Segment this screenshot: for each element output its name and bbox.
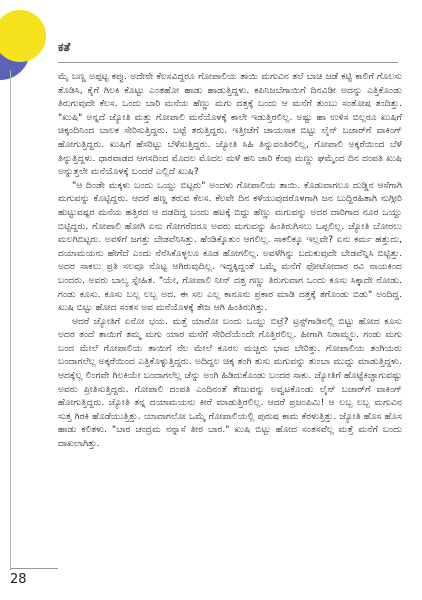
margin-divider xyxy=(10,70,11,570)
story-body xyxy=(58,70,402,451)
paragraph: ಮೈ ಬಣ್ಣ ಅಪ್ಪಟ್ಟ ಕಪ್ಪು. ಅದೇನೇ ಕೆಲಸವಿದ್ದರೂ ಗೋಪಾಲಿಯ ತಾಯಿ ಮಗುವಿನ ತಲೆ ಬಾಚಿ ಜಡೆ ಕಟ್ಟಿ ಕಾಲಿಗೆ ಗೊಲಸು ತೊಡಿಸಿ, ಕೈಗೆ ಗಿಲಕಿ ಕೊಟ್ಟು ಎಂತಹೋ ಹಾಡು ಹಾಡುತ್ತಿದ್ದಳು. ಕಪಿನಿಜಬೆಗಾಯಿಗೆ ದಿನವಿಡೀ ಅದನ್ನು ಎತ್ತಿಕೊಂಡು ತಿರುಗುವುದೇ ಕೆಲಸ. ಒಂದು ಬಾರಿ ಮನೆಯ ಹೆಣ್ಣು ಮಗು ದತ್ತಕ್ಕೆ ಬಂದು ಆ ಮನೆಗೆ ತುಂಬು ಸಂತೋಷ ತಂದಿತ್ತು. "ಖುಷಿ" ಅನ್ನದೆ ಜ್ಯೋತಿ ಮತ್ತು ಗೋಪಾಲಿ ಮನೆಯೊಳಕ್ಕೆ ಕಾಲೇ ಇಡುತ್ತಿರಲಿಲ್ಲ. ಅಷ್ಟು ಹಾ ಉಳಿಸ ಬಿಲ್ಲರೂ ಖುಷಿಗೆ ಚಿಕ್ಕಂದಿನಿಂದ ಬಾಲಕ ಸೇರಿಸುತ್ತಿದ್ದರು. ಬಟ್ಟೆ ತರುತ್ತಿದ್ದರು. ಇತ್ತೀಚೆಗೆ ಚಾಯಸಾಕ ಬಿಟ್ಟು ಲೈನ್ ಬಜಾರ್‌ಗೆ ವಾಕಿಂಗ್ ಹೋಗುತ್ತಿದ್ದರು. ಖುಷಿಗೆ ಹೆಸರಿಟ್ಟು ಬೆಳೆಸುತ್ತಿದ್ದರು. ಜ್ಯೋತಿ ಸಿಹಿ ತಿನ್ನುವಂತಿರಲಿಲ್ಲ, ಗೋಪಾಲಿ ಅಕ್ಕರೆಯಿಂದ ಬೆಳೆ ತಿನ್ನುತ್ತಿದ್ದಳು. ಧಾರವಾಡದ ಆಗಸದಿಂದ ಮೊದಲ ಮೊದಲ ಮಳೆ ಹನಿ ಜಾರಿ ಕೆಂಪು ಮಣ್ಣು ಘಮ್ಮೆಂದ ದಿನ ದಂಪತಿ ಖುಷಿ ಅನ್ನುತ್ತಲೇ ಮನೆಯೊಳಕ್ಕೆ ಬಂದರೆ ಎಲ್ಲಿದೆ ಖುಷಿ? xyxy=(58,71,402,178)
footer-divider xyxy=(10,568,58,569)
paragraph: "ಆ ದಿಂಡೇ ಮಕ್ಕಳು ಬಂದು ಒಯ್ದು ಬಿಟ್ಟರು" ಅಂದಳು ಗೋಪಾಲಿಯ ತಾಯಿ. ಕೊಡುವಾಗಲೂ ದುಡ್ಡಿನ ಆಸೆಗಾಗಿ ಮಗುವನ್ನು ಕೊಟ್ಟಿದ್ದರು. ಆದರೆ ಹಣ್ಣ ತರುವ ಕೆಲಸ. ಕೆಲವೇ ದಿನ ಕಳೆಯುವುದರೊಳಗಾಗಿ ಜನ ಬುದ್ದಿರಹಿತಾಗಿ ನುಗ್ಗೀರಿ ಹುಟ್ಟುವಷ್ಟರ ಮನೆಯ ಹತ್ತಿರದ ಆ ದಡದಿದ್ದ ಬಂದು ಹಟಕ್ಕೆ ಬಿದ್ದು ಹೆಣ್ಣು ಮಗುವನ್ನು ಅದರ ದಾರಿಗಾದ ನೂರ ಒಯ್ದು ಬಿಟ್ಟಿದ್ದರು. ಗೋಪಾಲಿ ಹೋಗಿ ಏನು ಗೋಗರೆದರೂ ಅವರು ಮಗುವನ್ನು ಹಿಂತಿರುಗಿಸಲು ಒಪ್ಪಲಿಲ್ಲ. ಜ್ಯೋತಿ ಬೋರಲು ಮಲಗಿಬಿಟ್ಟರು. ಅವಳಿಗೆ ಜಗತ್ತು ಬೇಡವೆನಿಸಿತ್ತು. ಹೆಂಡಿಕ್ಕೊತುಂ ಆಗಲಿಲ್ಲ. ಸಾಕಲಿಕ್ಕೂ ಇಲ್ಲವೇ? ಏನು ಕರ್ಮ ಹತ್ತುದು, ದಯಾಮಯನು ಹೇಗೆದೆ ಎಂದು ನೆನೆಸಿಕೊಳ್ಳಲೂ ಕೂಡ ಹೋಗಲಿಲ್ಲ. ಅವಳೆಗಿನ್ನು ಬದುಕುವುದೇ ಬೇಡವೆನ್ನಿಸಿ ಬಿಟ್ಟಿತ್ತು. ಅದರ ಸಾಕಲು ಪ್ರತಿ ಸಲವೂ ನೊಟ್ಟ ಆಗಿರುವುದಿಲ್ಲ. ಇದ್ದಕ್ಕಿದ್ದಂತೆ ಒಮ್ಮೆ ಮನೆಗೆ ಫೋಟೋದಾರ ರವಿ ನಾಯಕಿಂದ ಬಂದರು. ಅವರು ಬಾಲ್ಯ ಸ್ನೇಹಿತ. "ಯೇ, ಗೋಪಾಲಿ ನೀನ್ ದತ್ತ ಗಣ್ಣು ತಿರುಗುವಾಗ ಒಂದು ಕೂಸು ಸಿಕ್ಕಾದೇ ನೋಡು. ಗಂಡು ಕೂಸು. ಕೂಸು ಬಲ್ಲ ಲಬ್ಬ ಅದ. ಈ ಸಲ ಎಲ್ಲ ಕಾನೂನು ಪ್ರಕಾರ ಮಾಡಿ ದತ್ತಕ್ಕೆ ತಗೊಂಡು ಬಿಡು" ಅಂದಿದ್ದ. ಖುಷಿ ಬಿಟ್ಟು ಹೋದ ಸಂತಸ ಅವ ಮನೆಯೊಳಕ್ಕೆ ತೇಜ ಆಗಿ ಹಿಂತಿರುಗಿತ್ತು. xyxy=(58,179,402,314)
page-number: 28 xyxy=(10,572,27,587)
header-divider xyxy=(58,62,398,63)
decorative-yellow-circle xyxy=(0,10,46,62)
paragraph: ಆದರೆ ಜ್ಯೋತಿಗೆ ಏನೋ ಭಯ. ಮತ್ತೆ ಯಾರೋ ಬಂದು ಒಯ್ದು ಬಿಟ್ರೆ? ಟ್ರಸ್ಟ್‌ಗಾಡಿನಲ್ಲಿ ಬಿಟ್ಟು ಹೋದ ಕೂಸು ಅದರ ತಂದೆ ತಾಯಿಗೆ ತಮ್ಮ ಮಗು ಯಾರ ಮನೆಗೆ ಸೇರಿದೆಯೆಂದೇ ಗೊತ್ತಿರಲಿಲ್ಲ. ಹೀಗಾಗಿ ನಿರಾಮ್ಲ್ವಲ. ಗಂಡು ಮಗು ಬಂದ ಮೇಲೆ ಗೋಪಾಲಿಯ ತಾಯಿಗೆ ನೆಲ ಮೇಲೆ ಕೂರಲ ಮಚ್ಚಿರು ಭಾವ ಬೇರಿತ್ತು. ಗೋಪಾಲಿಯ ತಂಗಿಯರು ಬಂದಾಗಲೆಲ್ಲ ಅಕ್ಕರೆಯಿಂದ ಎತ್ತಿಕೊಳ್ಳುತ್ತಿದ್ದರು. ಅದಿದ್ದಲ ಚಿಕ್ಕ ತಂಗಿ ತುಸು ಮಗುವನ್ನು ತುಂಬಾ ಮುದ್ದು ಮಾಡುತ್ತಿದ್ದಳು. ಆದಕ್ಕೆಲ್ಲ ಲಿಂಗವೇ ಗಿಲಕಿಯೇ ಬಂದಾಗಲೆಲ್ಲ ಚೆನ್ನು ಅಂಗಿ ಹಿಡಿದುಕೊಂಡು ಬಂದರ ಸಾಕು. ಜ್ಯೋತಿಗೆ ಹೊಟ್ಟೆಕಿಚ್ಚಾಗುವಷ್ಟು ಅವರು ಪ್ರೀತಿಸುತ್ತಿದ್ದರು. ಗೋಪಾಲಿ ದಂಪತಿ ಎಂದಿನಂತೆ ತೇಜುವನ್ನು ಅವ್ವಟಕೊಂಡು ಲೈನ್ ಬಜಾರ್‌ಗೆ ವಾಕಿಂಗ್ ಹೋಗುತ್ತಿದ್ದರು. ಜ್ಯೋತಿ ತನ್ನ ದಯಾಮಯನು ಕೀರೆ ಮಾಡುತ್ತಿರಲಿಲ್ಲ. ಆದರೆ ಪ್ರಜಂಪಿಮಿ! ಆ ಲಬ್ಬ ಲಬ್ಬ ಮಗುವಿನ ಸುತ್ತ ಗಿರಕಿ ಹೊಡೆಯುತ್ತಿತ್ತು. ಯಾವಾಗಲೋ ಒಮ್ಮೆ ಗೋಪಾಲಿಯಲ್ಲಿ ಪುರುಷ ಕಾಮ ಕೆರಳುತ್ತಿತ್ತು. ಜ್ಯೋತಿ ಹೊಸ ಹೊಸ ಹಾಡು ಕಲಿತಳು. "ಬಾರ ಚಂದ್ರಮ ನನ್ನಾಸೆ ತೀರ ಬಾರ." ಖುಷಿ ಬಿಟ್ಟು ಹೋದ ಸಂತಸವೆಲ್ಲ ಮತ್ತೆ ಮನೆಗೆ ಬಂದು ದಾಖಲಾಗಿತ್ತು. xyxy=(58,315,402,450)
section-title: ಕತೆ xyxy=(58,40,71,54)
